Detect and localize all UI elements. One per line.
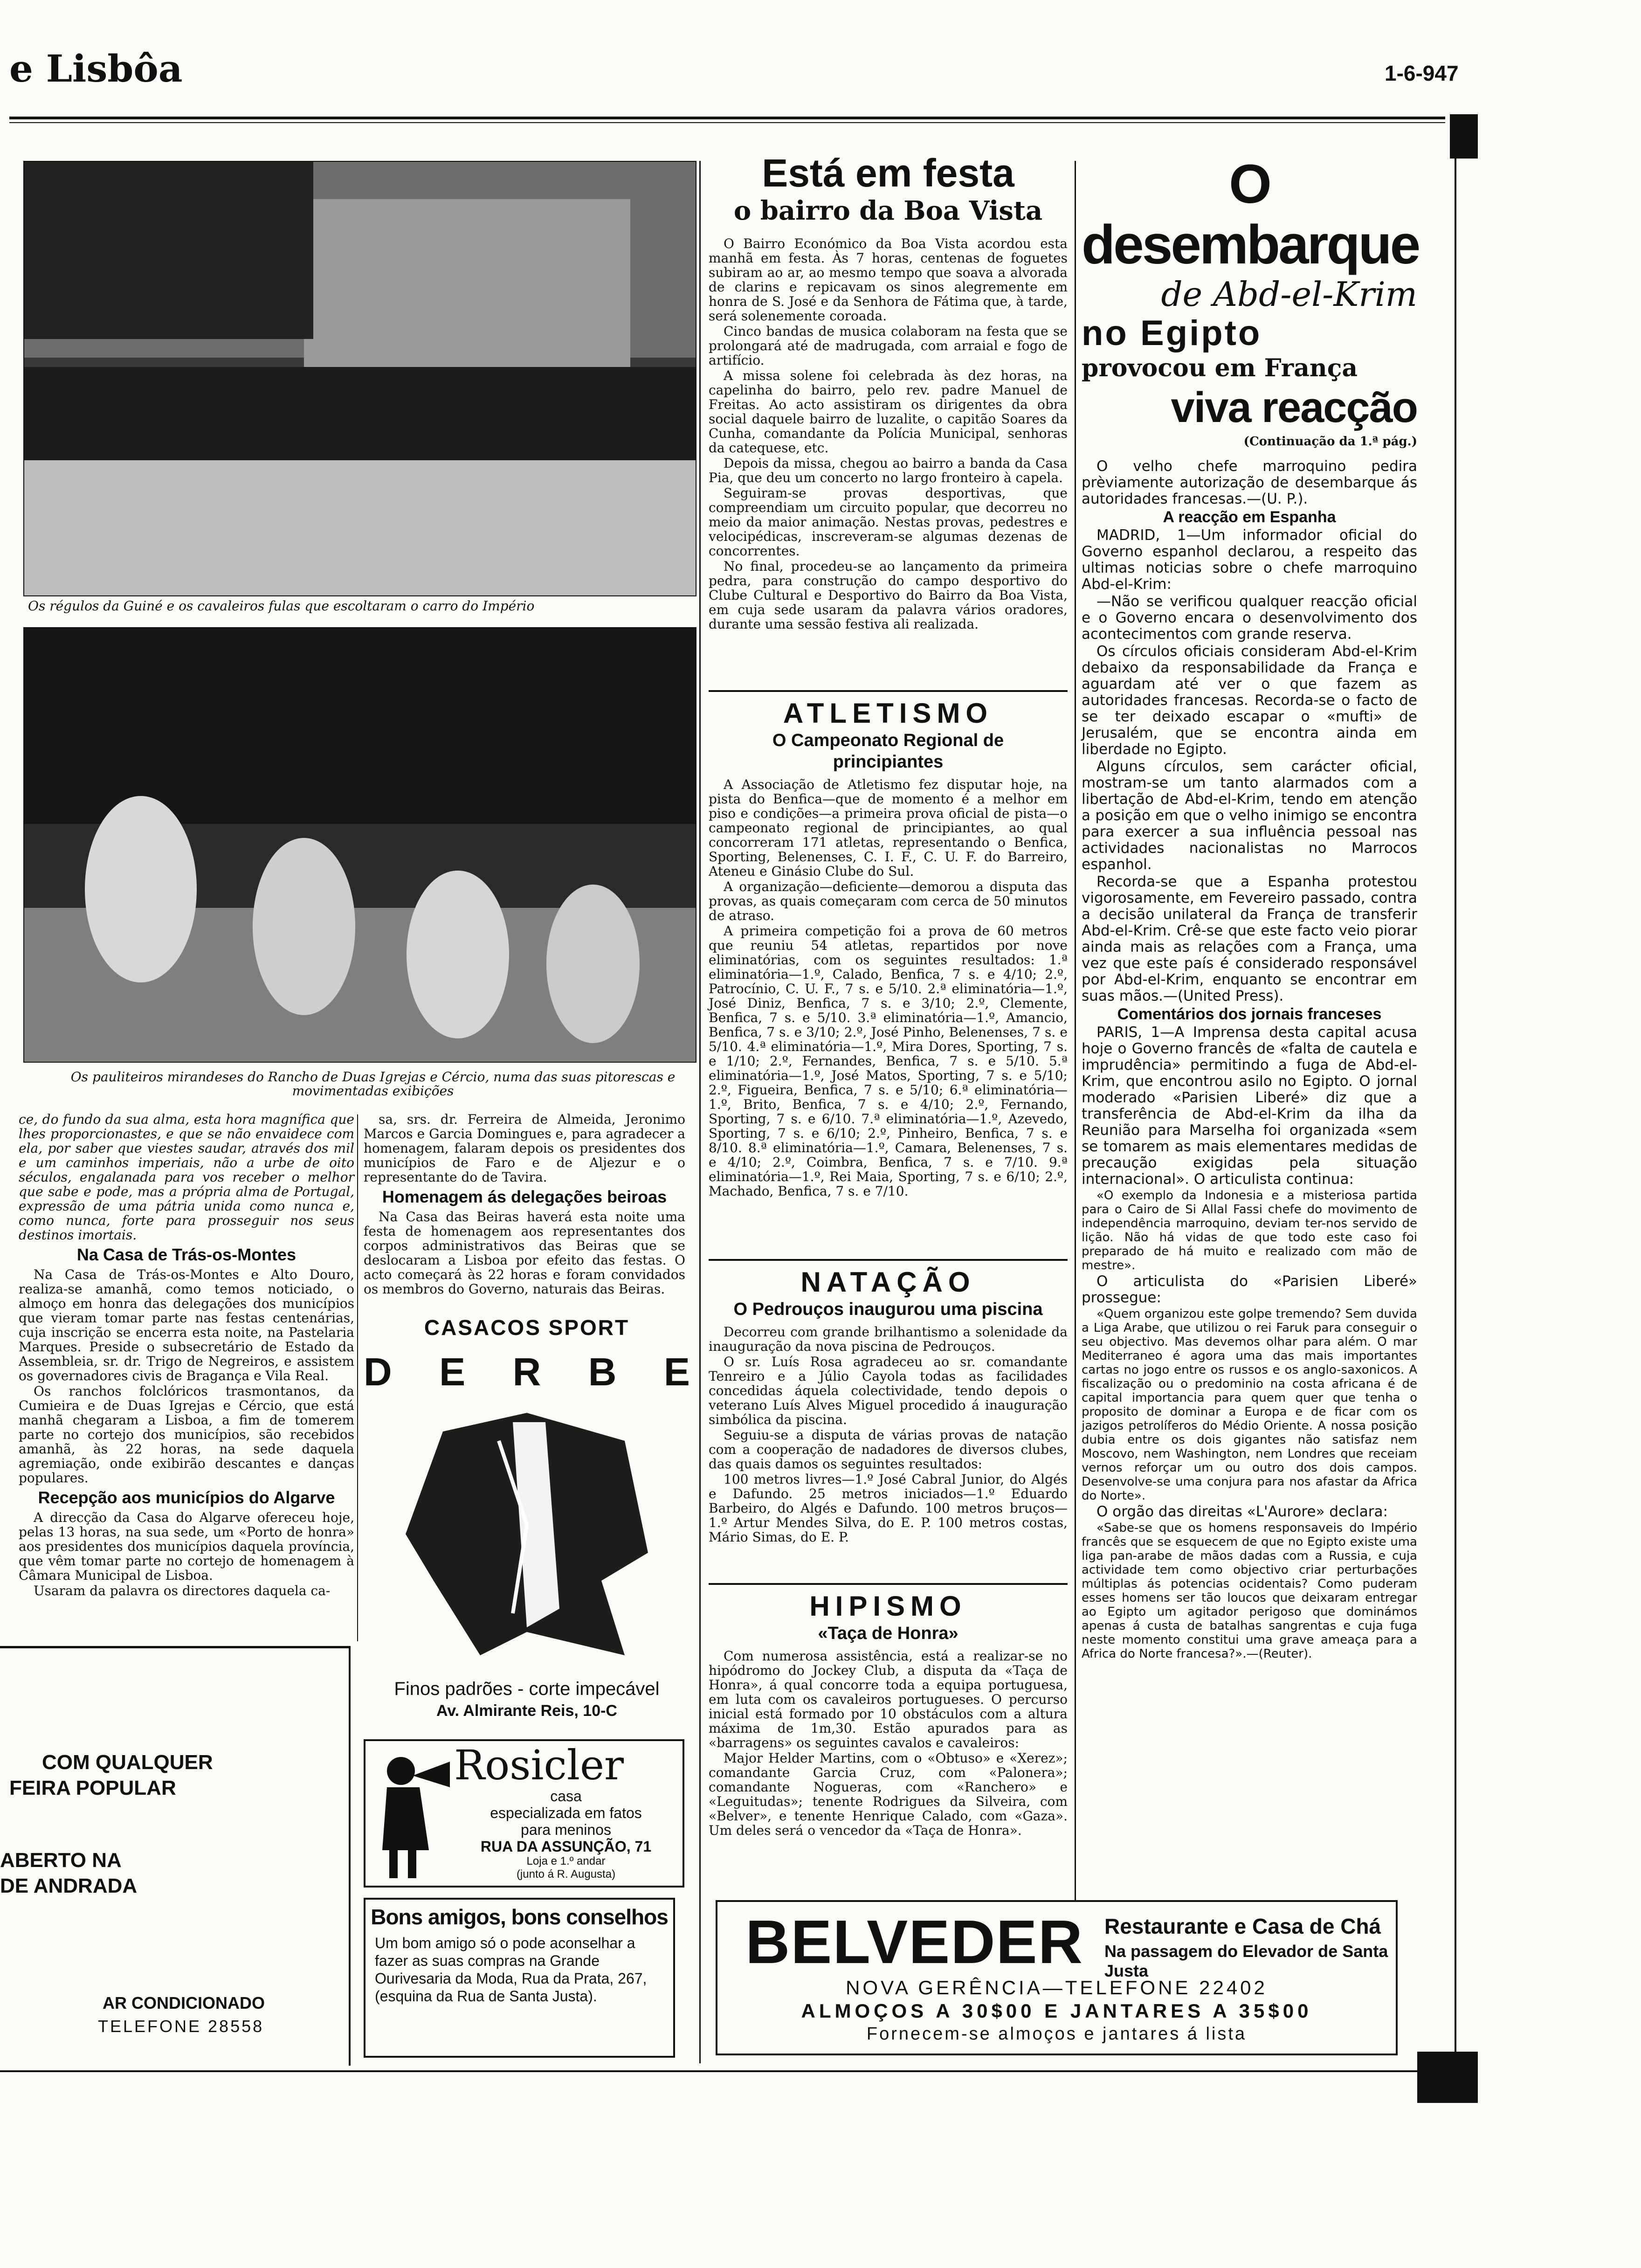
atletismo-rule xyxy=(709,690,1068,692)
masthead-section: e Lisbôa xyxy=(9,47,183,90)
left-ad-line-1: COM QUALQUER xyxy=(42,1751,213,1774)
krim-p10: «Quem organizou este golpe tremendo? Sem duvida a Liga Arabe, que utilizou o rei Faruk para conseguir o seu objectivo. Mas devemos olhar para além. O mar Mediterraneo é agora uma das mais importantes cartas no jogo entre os russos e os anglo-saxonicos. A fiscalização ou o predominio na costa africana é de capital importancia para quem quer que tenha o proposito de dominar a Europa e de ficar com os jazigos petrolíferos do Médio Oriente. A nossa posição dubia entre os dois gigantes não satisfaz nem Moscovo, nem Washington, nem Londres que receiam vernos reforçar um ou outro dos dois campos. Desenvolve-se uma conjura para nos afastar da Africa do Norte». xyxy=(1082,1307,1417,1503)
hipismo-title: «Taça de Honra» xyxy=(818,1624,958,1643)
belveder-line-1: NOVA GERÊNCIA—TELEFONE 22402 xyxy=(846,1977,1268,1998)
hipismo-section xyxy=(709,1590,1068,1839)
krim-p12: «Sabe-se que os homens responsaveis do Império francês que se esquecem de que no Egipto existe uma liga pan-arabe de mãos dadas com a Russia, e cuja actividade tem como objectivo criar perturbações múltiplas ás potencias ocidentais? Como puderam esses homens ser tão loucos que deixaram entregar ao Egipto um agitador perigoso que dominámos apenas á custa de batalhas sangrentas e cuja fuga neste momento constitui uma grave ameaça para a Africa do Norte francesa?».—(Reuter). xyxy=(1082,1521,1417,1661)
column-2 xyxy=(364,1112,685,1297)
left-ad-line-3: ABERTO NA xyxy=(0,1849,122,1872)
masthead-date: 1-6-947 xyxy=(1385,61,1459,85)
column-rule-3 xyxy=(1075,161,1076,1900)
krim-p3: —Não se verificou qualquer reacção oficial e o Governo encara o desenvolvimento dos acontecimentos com grande reserva. xyxy=(1082,593,1417,643)
boa-vista-p3: A missa solene foi celebrada às dez horas, na capelinha do bairro, pelo rev. padre Manuel de Freitas. Ao acto assistiram os dirigentes da obra social daquele bairro de luzalite, o capitão Soares da Cunha, comandante da Polícia Municipal, senhoras da catequese, etc. xyxy=(709,368,1068,456)
boa-vista-p4: Depois da missa, chegou ao bairro a banda da Casa Pia, que deu um concerto no largo fronteiro à capela. xyxy=(709,456,1068,485)
belveder-right-2: Na passagem do Elevador de Santa Justa xyxy=(1104,1942,1388,1980)
col1-paragraph-1: Na Casa de Trás-os-Montes e Alto Douro, realiza-se amanhã, como temos noticiado, o almoço em honra das delegações dos municípios que vieram tomar parte nas festas centenárias, cuja inscrição se encerra esta noite, na Pastelaria Marques. Preside o subsecretário de Estado da Assembleia, sr. dr. Trigo de Negreiros, e assistem os governadores civis de Bragança e Vila Real. xyxy=(19,1267,354,1383)
column-1 xyxy=(19,1112,354,1599)
derbe-letter-d: D xyxy=(364,1350,392,1394)
bons-amigos-title: Bons amigos, bons conselhos xyxy=(371,1905,668,1929)
masthead-rule xyxy=(9,117,1445,119)
boa-vista-p1: O Bairro Económico da Boa Vista acordou esta manhã em festa. Às 7 horas, centenas de foguetes subiram ao ar, ao mesmo tempo que soava a alvorada de clarins e repicavam os sinos alegremente em honra de S. José e da Senhora de Fátima que, à tarde, será solenemente coroada. xyxy=(709,236,1068,324)
natacao-p2: O sr. Luís Rosa agradeceu ao sr. comandante Tenreiro e a Júlio Cayola todas as facilidades concedidas áquela colectividade, tendo depois o veterano Luís Alves Miguel procedido á inauguração simbólica da piscina. xyxy=(709,1354,1068,1427)
krim-p2: MADRID, 1—Um informador oficial do Governo espanhol declarou, a respeito das ultimas noticias sobre o chefe marroquino Abd-el-Krim: xyxy=(1082,527,1417,593)
jacket-illustration-icon xyxy=(406,1413,648,1655)
derbe-line-1: Finos padrões - corte impecável xyxy=(394,1679,660,1699)
rosicler-line-4: RUA DA ASSUNÇÃO, 71 xyxy=(480,1838,652,1855)
margin-line xyxy=(1455,159,1456,2052)
left-ad-line-6: TELEFONE 28558 xyxy=(98,2017,264,2036)
krim-sub-franceses: Comentários dos jornais franceses xyxy=(1117,1005,1382,1023)
krim-headline-2: de Abd-el-Krim xyxy=(1161,275,1417,314)
krim-p8: «O exemplo da Indonesia e a misteriosa partida para o Cairo de Si Allal Fassi chefe do movimento de independência marroquino, deviam ter-nos servido de lição. Não há vidas de que todo este caso foi preparado de há muito e realizado com mão de mestre». xyxy=(1082,1189,1417,1272)
bons-amigos-body: Um bom amigo só o pode aconselhar a fazer as suas compras na Grande Ourivesaria da Moda, Rua da Prata, 267, (esquina da Rua de Santa Justa). xyxy=(375,1935,647,2005)
left-ad-rule-top xyxy=(0,1646,350,1648)
col1-heading-algarve: Recepção aos municípios do Algarve xyxy=(38,1488,335,1507)
rosicler-text xyxy=(454,1788,678,1881)
belveder-line-3: Fornecem-se almoços e jantares á lista xyxy=(866,2024,1247,2044)
krim-p4: Os círculos oficiais consideram Abd-el-Krim debaixo da responsabilidade da França e aguardam até ver o que fazem as autoridades francesas. Recorda-se o facto de se ter deixado escapar o «mufti» de Jerusalém, que se encontra ainda em liberdade no Egipto. xyxy=(1082,643,1417,758)
photo-pauliteiros xyxy=(23,627,696,1063)
krim-headline-3: no Egipto xyxy=(1082,313,1262,353)
derbe-letter-b: B xyxy=(588,1350,617,1394)
atletismo-p3: A primeira competição foi a prova de 60 metros que reuniu 54 atletas, repartidos por nove eliminatórias, com os seguintes resultados: 1.ª eliminatória—1.º, Calado, Benfica, 7 s. e 4/10; 2.º, Patrocínio, C. U. F., 7 s. e 5/10. 2.ª eliminatória—1.º, José Diniz, Benfica, 7 s. e 3/10; 2.º, Clemente, Benfica, 7 s. e 5/10. 3.ª eliminatória—1.º, Amancio, Benfica, 7 s. e 3/10; 2.º, José Pinho, Belenenses, 7 s. e 5/10. 4.ª eliminatória—1.º, Mira Dores, Sporting, 7 s. e 1/10; 2.º, Fernandes, Benfica, 7 s. e 5/10. 5.ª eliminatória—1.º, José Matos, Sporting, 7 s. e 5/10; 2.º, Figueira, Benfica, 7 s. e 5/10; 6.ª eliminatória—1.º, Brito, Benfica, 7 s. e 4/10; 2.º, Fernando, Sporting, 7 s. e 6/10. 7.ª eliminatória—1.º, Azevedo, Sporting, 7 s. e 6/10; 2.º, Pinheiro, Benfica, 7 s. e 8/10. 8.ª eliminatória—1.º, Camara, Belenenses, 7 s. e 4/10; 2.º, Coimbra, Benfica, 7 s. e 7/10. 9.ª eliminatória—1.º, Rei Maia, Sporting, 7 s. e 6/10; 2.º, Machado, Benfica, 7 s. e 7/10. xyxy=(709,923,1068,1199)
krim-headline-1: O desembarque xyxy=(1082,153,1419,276)
column-rule-2 xyxy=(699,161,701,2063)
photo2-caption: Os pauliteiros mirandeses do Rancho de Duas Igrejas e Cércio, numa das suas pitorescas e movimentadas exibições xyxy=(70,1069,676,1099)
krim-p9: O articulista do «Parisien Liberé» prossegue: xyxy=(1082,1273,1417,1306)
ad-derbe xyxy=(364,1315,690,1735)
derbe-letters xyxy=(364,1349,690,1395)
derbe-letter-r: R xyxy=(512,1350,541,1394)
left-ad xyxy=(0,1653,345,2059)
rosicler-line-2: especializada em fatos xyxy=(490,1805,642,1821)
rosicler-line-5: Loja e 1.º andar xyxy=(526,1855,606,1867)
natacao-p1: Decorreu com grande brilhantismo a solenidade da inauguração da nova piscina de Pedrouços. xyxy=(709,1324,1068,1354)
left-ad-line-4: DE ANDRADA xyxy=(0,1874,138,1897)
rosicler-line-6: (junto á R. Augusta) xyxy=(516,1868,616,1881)
natacao-rule xyxy=(709,1259,1068,1261)
derbe-letter-e2: E xyxy=(663,1350,690,1394)
hipismo-heading: HIPISMO xyxy=(809,1590,967,1622)
rosicler-line-3: para meninos xyxy=(521,1821,611,1838)
derbe-top: CASACOS SPORT xyxy=(424,1315,630,1340)
boa-vista-p2: Cinco bandas de musica colaboram na festa que se prolongará até de madrugada, com arraial e fogo de artifício. xyxy=(709,324,1068,368)
col1-paragraph-2: Os ranchos folclóricos trasmontanos, da Cumieira e de Duas Igrejas e Cércio, que está manhã chegaram a Lisboa, a fim de tomerem parte no cortejo dos municípios, são recebidos amanhã, às 22 horas, na sede daquela agremiação, onde exibirão descantes e danças populares. xyxy=(19,1383,354,1486)
trumpeter-icon xyxy=(368,1743,457,1883)
left-ad-rule-right xyxy=(349,1646,351,2066)
derbe-letter-e: E xyxy=(439,1350,466,1394)
natacao-title: O Pedrouços inaugurou uma piscina xyxy=(733,1300,1043,1319)
krim-sub-espanha: A reacção em Espanha xyxy=(1163,508,1336,526)
col2-paragraph-1: sa, srs. dr. Ferreira de Almeida, Jeronimo Marcos e Garcia Domingues e, para agradecer a homenagem, falaram depois os presidentes dos municípios de Faro e de Aljezur e o representante do de Tavira. xyxy=(364,1112,685,1185)
photo-pauliteiros-image xyxy=(24,628,696,1062)
photo-guine-image xyxy=(24,162,696,595)
hipismo-rule xyxy=(709,1583,1068,1585)
krim-p6: Recorda-se que a Espanha protestou vigorosamente, em Fevereiro passado, contra a decisão unilateral da França de transferir Abd-el-Krim. Crê-se que este facto veio piorar ainda mais as relações com a França, uma vez que este país é considerado responsável por Abd-el-Krim, enquanto se encontrar em suas mãos.—(United Press). xyxy=(1082,873,1417,1004)
masthead-rule-thin xyxy=(9,122,1445,123)
atletismo-heading: ATLETISMO xyxy=(783,698,993,729)
atletismo-p1: A Associação de Atletismo fez disputar hoje, na pista do Benfica—que de momento é a melhor em piso e condições—a primeira prova oficial de pista—o campeonato regional de principiantes, ao qual concorreram 171 atletas, representando o Benfica, Sporting, Belenenses, C. I. F., C. U. F. do Barreiro, Ateneu e Ginásio Clube do Sul. xyxy=(709,777,1068,879)
derbe-line-2: Av. Almirante Reis, 10-C xyxy=(436,1702,617,1720)
hipismo-p2: Major Helder Martins, com o «Obtuso» e «Xerez»; comandante Garcia Cruz, com «Palonera»; comandante Nogueras, com «Ranchero» e «Leguitudas»; tenente Rodrigues da Silveira, com «Belver», e tenente Henrique Calado, com «Gaza». Um deles será o vencedor da «Taça de Honra». xyxy=(709,1750,1068,1838)
rosicler-brand: Rosicler xyxy=(454,1741,624,1789)
left-ad-line-2: FEIRA POPULAR xyxy=(9,1777,176,1799)
col2-heading-beiras: Homenagem ás delegações beiroas xyxy=(382,1187,667,1206)
krim-p5: Alguns círculos, sem carácter oficial, mostram-se um tanto alarmados com a libertação de Abd-el-Krim, tendo em atenção a posição em que o velho inimigo se encontra para exercer a sua influência pessoal nas actividades nacionalistas no Marrocos espanhol. xyxy=(1082,758,1417,873)
photo-guine-cavalry xyxy=(23,161,696,596)
natacao-section xyxy=(709,1266,1068,1545)
column-3 xyxy=(709,152,1068,632)
krim-p7: PARIS, 1—A Imprensa desta capital acusa hoje o Governo francês de «falta de cautela e imprudência» permitindo a fuga de Abd-el-Krim, que encontrou asilo no Egipto. O jornal moderado «Parisien Liberé» diz que a transferência de Abd-el-Krim da ilha da Reunião para Marselha foi organizada «sem se tomarem as mais elementares medidas de precaução exigidas pela situação internacional». O articulista continua: xyxy=(1082,1024,1417,1188)
col1-paragraph-4: Usaram da palavra os directores daquela ca- xyxy=(34,1583,331,1598)
boa-vista-p6: No final, procedeu-se ao lançamento da primeira pedra, para construção do campo desportivo do Clube Cultural e Desportivo do Bairro da Boa Vista, em cuja sede usaram da palavra vários oradores, durante uma sessão festiva ali realizada. xyxy=(709,559,1068,632)
boa-vista-p5: Seguiram-se provas desportivas, que compreendiam um circuito popular, que decorreu no meio da maior animação. Nestas provas, pedestres e velocipédicas, inscreveram-se algumas dezenas de concorrentes. xyxy=(709,485,1068,559)
krim-body xyxy=(1082,458,1417,1661)
ad-bons-amigos xyxy=(364,1898,675,2058)
krim-p11: O orgão das direitas «L'Aurore» declara: xyxy=(1096,1503,1388,1520)
photo1-caption: Os régulos da Guiné e os cavaleiros fulas que escoltaram o carro do Império xyxy=(28,598,535,614)
rosicler-line-1: casa xyxy=(550,1788,582,1805)
krim-continuation: (Continuação da 1.ª pág.) xyxy=(1243,435,1417,449)
belveder-brand: BELVEDER xyxy=(745,1908,1083,1976)
boa-vista-title: Está em festa xyxy=(762,151,1014,195)
margin-mark-top xyxy=(1450,114,1478,159)
column-4 xyxy=(1082,154,1417,1662)
krim-headline-5: viva reacção xyxy=(1171,384,1417,431)
col1-intro: ce, do fundo da sua alma, esta hora magnífica que lhes proporcionastes, e que se não envaidece com ela, por saber que viestes saudar, através dos mil e um caminhos imperiais, não a urbe de oito séculos, engalanada para vos receber o melhor que sabe e pode, mas a própria alma de Portugal, expressão de uma pátria unida como nunca e, como nunca, forte para prosseguir nos seus destinos imortais. xyxy=(19,1112,354,1243)
boa-vista-subtitle: o bairro da Boa Vista xyxy=(733,195,1043,226)
column-rule-1 xyxy=(357,1114,358,1641)
atletismo-p2: A organização—deficiente—demorou a disputa das provas, as quais começaram com cerca de 50 minutos de atraso. xyxy=(709,879,1068,923)
ad-rosicler xyxy=(364,1739,684,1888)
hipismo-p1: Com numerosa assistência, está a realizar-se no hipódromo do Jockey Club, a disputa da «Taça de Honra», á qual concorre toda a equipa portuguesa, em luta com os cavaleiros portugueses. O percurso inicial está formado por 10 obstáculos com a altura máxima de 1m,30. Estão apurados para as «barragens» os seguintes cavalos e cavaleiros: xyxy=(709,1648,1068,1750)
col1-paragraph-3: A direcção da Casa do Algarve ofereceu hoje, pelas 13 horas, na sua sede, um «Porto de honra» aos presidentes dos municípios daquela província, que vêm tomar parte no cortejo de homenagem à Câmara Municipal de Lisboa. xyxy=(19,1510,354,1583)
ad-belveder xyxy=(716,1900,1398,2055)
left-ad-line-5: AR CONDICIONADO xyxy=(103,1993,265,2012)
krim-p1: O velho chefe marroquino pedira prèviamente autorização de desembarque ás autoridades francesas.—(U. P.). xyxy=(1082,458,1417,507)
bottom-rule xyxy=(0,2070,1445,2072)
atletismo-title: O Campeonato Regional de principiantes xyxy=(772,731,1004,772)
natacao-p3: Seguiu-se a disputa de várias provas de natação com a cooperação de nadadores de diversos clubes, das quais damos os seguintes resultados: xyxy=(709,1427,1068,1472)
atletismo-section xyxy=(709,697,1068,1199)
col1-heading-tras-os-montes: Na Casa de Trás-os-Montes xyxy=(76,1245,296,1264)
natacao-heading: NATAÇÃO xyxy=(800,1266,976,1298)
krim-headline-4: provocou em França xyxy=(1082,354,1358,382)
col2-paragraph-2: Na Casa das Beiras haverá esta noite uma festa de homenagem aos representantes dos corpos administrativos das Beiras que se deslocaram a Lisboa por efeito das festas. O acto começará às 22 horas e foram convidados os membros do Governo, naturais das Beiras. xyxy=(364,1209,685,1297)
margin-mark-bottom xyxy=(1417,2052,1478,2103)
belveder-line-2: ALMOÇOS A 30$00 E JANTARES A 35$00 xyxy=(801,2000,1312,2022)
belveder-right-1: Restaurante e Casa de Chá xyxy=(1104,1914,1381,1938)
natacao-p4: 100 metros livres—1.º José Cabral Junior, do Algés e Dafundo. 25 metros iniciados—1.º Eduardo Barbeiro, do Algés e Dafundo. 100 metros bruços—1.º Artur Mendes Silva, do E. P. 100 metros costas, Mário Simas, do E. P. xyxy=(709,1472,1068,1545)
